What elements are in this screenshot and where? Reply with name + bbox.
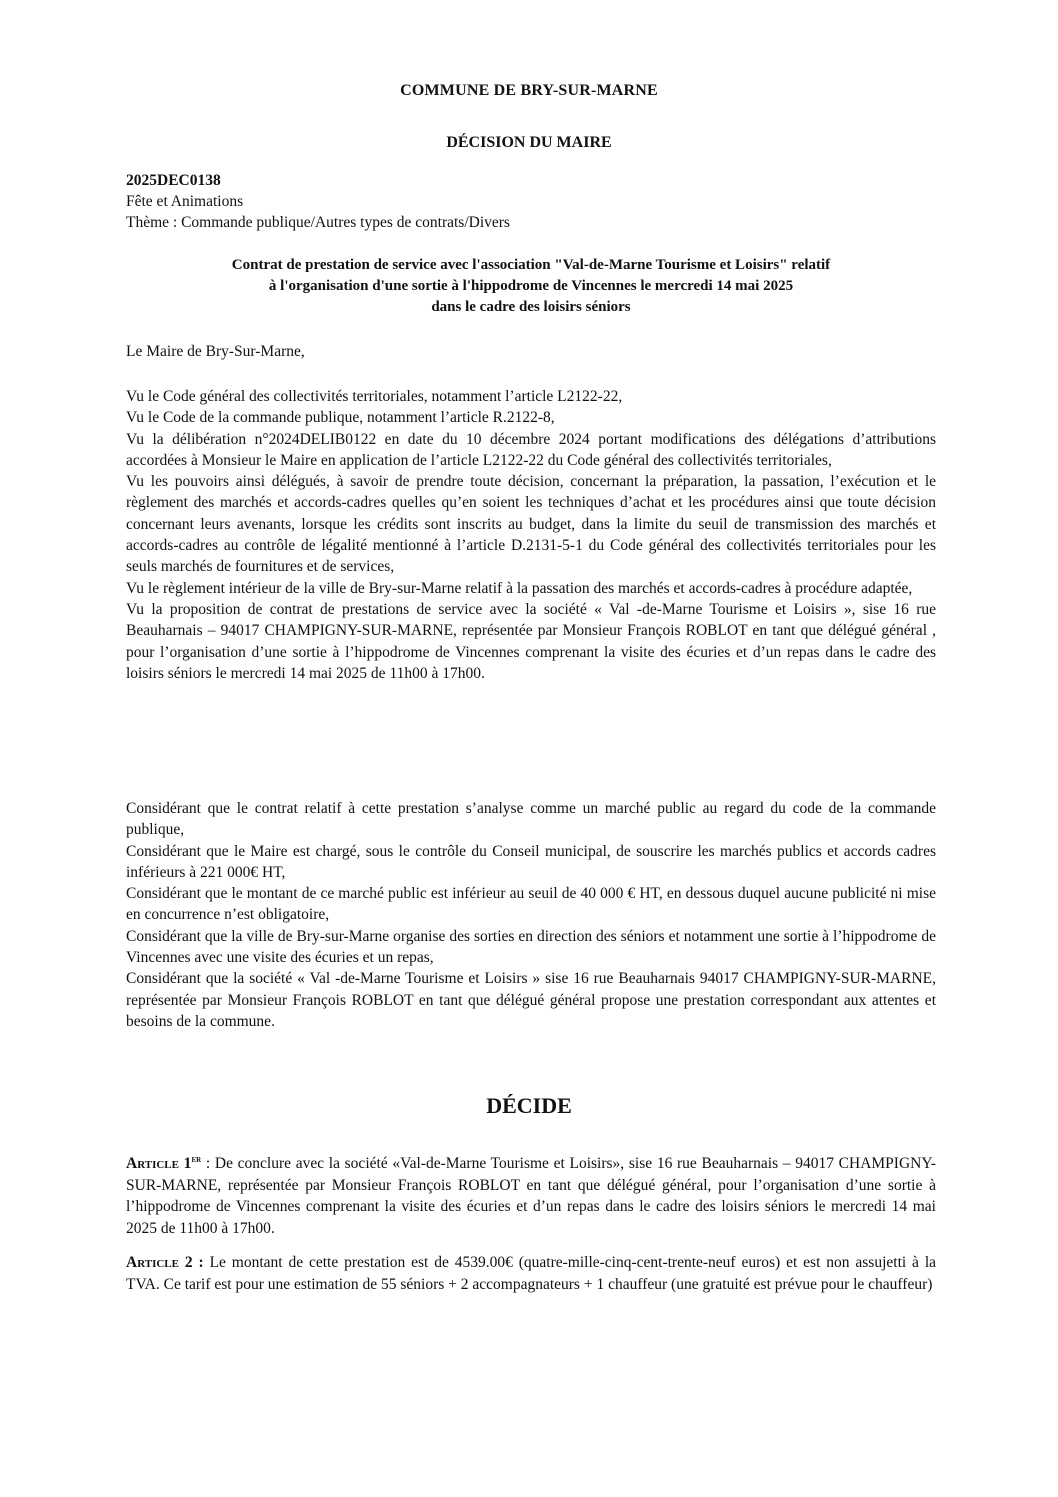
vu-paragraph: Vu la délibération n°2024DELIB0122 en date du 10 décembre 2024 portant modifications des délégations d’attributions accordées à Monsieur le Maire en application de l’article L2122-22 du Code général des collectivités territoriales, [126, 430, 936, 469]
considerant-paragraph: Considérant que le montant de ce marché public est inférieur au seuil de 40 000 € HT, en dessous duquel aucune publicité ni mise en concurrence n’est obligatoire, [126, 885, 936, 924]
vu-paragraph: Vu les pouvoirs ainsi délégués, à savoir de prendre toute décision, concernant la préparation, la passation, l’exécution et le règlement des marchés et accords-cadres quelles qu’en soient les techniques d’achat et les procédures ainsi que toute décision concernant leurs avenants, lorsque les crédits sont inscrits au budget, dans la limite du seuil de transmission des marchés et accords-cadres au contrôle de légalité mentionné à l’article D.2131-5-1 du Code général des collectivités territoriales pour les seuls marchés de fournitures et de services, [126, 473, 936, 576]
decision-title: DÉCISION DU MAIRE [446, 134, 612, 151]
vus-section [126, 386, 936, 684]
article-text: Le montant de cette prestation est de 4539.00€ (quatre-mille-cinq-cent-trente-neuf euros) et est non assujetti à la TVA. Ce tarif est pour une estimation de 55 séniors + 2 accompagnateurs + 1 chauffeur (une gratuité est prévue pour le chauffeur) [126, 1254, 937, 1293]
article-label [126, 1155, 201, 1172]
decision-service: Fête et Animations [126, 193, 244, 210]
vu-paragraph: Vu la proposition de contrat de prestations de service avec la société « Val -de-Marne Tourisme et Loisirs », sise 16 rue Beauharnais – 94017 CHAMPIGNY-SUR-MARNE, représentée par Monsieur François ROBLOT en tant que délégué général , pour l’organisation d’une sortie à l’hippodrome de Vincennes comprenant la visite des écuries et d’un repas dans le cadre des loisirs séniors le mercredi 14 mai 2025 de 11h00 à 17h00. [126, 600, 936, 682]
article-label-text: Article 1 [126, 1155, 192, 1173]
decision-subject [126, 255, 936, 318]
decision-meta [126, 170, 936, 233]
decide-heading: DÉCIDE [486, 1093, 572, 1118]
article-label-sup: er [191, 1154, 202, 1165]
article-separator: : [201, 1155, 215, 1173]
considerants-section [126, 798, 936, 1032]
considerant-paragraph: Considérant que le contrat relatif à cette prestation s’analyse comme un marché public au regard du code de la commande publique, [126, 800, 936, 839]
considerant-paragraph: Considérant que le Maire est chargé, sous le contrôle du Conseil municipal, de souscrire les marchés publics et accords cadres inférieurs à 221 000€ HT, [126, 842, 936, 881]
subject-line: Contrat de prestation de service avec l'association "Val-de-Marne Tourisme et Loisirs" relatif [231, 257, 831, 273]
considerant-paragraph: Considérant que la ville de Bry-sur-Marne organise des sorties en direction des séniors et notamment une sortie à l’hippodrome de Vincennes avec une visite des écuries et un repas, [126, 927, 936, 967]
intro-line: Le Maire de Bry-Sur-Marne, [126, 343, 305, 360]
vu-paragraph: Vu le Code général des collectivités territoriales, notamment l’article L2122-22, [126, 388, 623, 405]
article-label: Article 2 : [126, 1254, 204, 1271]
vu-paragraph: Vu le Code de la commande publique, notamment l’article R.2122-8, [126, 409, 555, 427]
commune-name: COMMUNE DE BRY-SUR-MARNE [400, 82, 658, 99]
decision-reference: 2025DEC0138 [126, 172, 221, 189]
subject-line: dans le cadre des loisirs séniors [431, 299, 631, 315]
decision-theme: Thème : Commande publique/Autres types de contrats/Divers [126, 214, 510, 231]
article-text: De conclure avec la société «Val-de-Marne Tourisme et Loisirs», sise 16 rue Beauharnais – 94017 CHAMPIGNY-SUR-MARNE, représentée par Monsieur François ROBLOT en tant que délégué général, pour l’organisation d’une sortie à l’hippodrome de Vincennes comprenant la visite des écuries et d’un repas dans le cadre des loisirs séniors le mercredi 14 mai 2025 de 11h00 à 17h00. [126, 1155, 936, 1237]
considerant-paragraph: Considérant que la société « Val -de-Marne Tourisme et Loisirs » sise 16 rue Beauharnais 94017 CHAMPIGNY-SUR-MARNE, représentée par Monsieur François ROBLOT en tant que délégué général propose une prestation correspondant aux attentes et besoins de la commune. [126, 970, 936, 1030]
vu-paragraph: Vu le règlement intérieur de la ville de Bry-sur-Marne relatif à la passation des marchés et accords-cadres à procédure adaptée, [126, 579, 913, 597]
article-2 [126, 1252, 936, 1295]
article-1 [126, 1149, 936, 1239]
subject-line: à l'organisation d'une sortie à l'hippodrome de Vincennes le mercredi 14 mai 2025 [268, 278, 794, 294]
